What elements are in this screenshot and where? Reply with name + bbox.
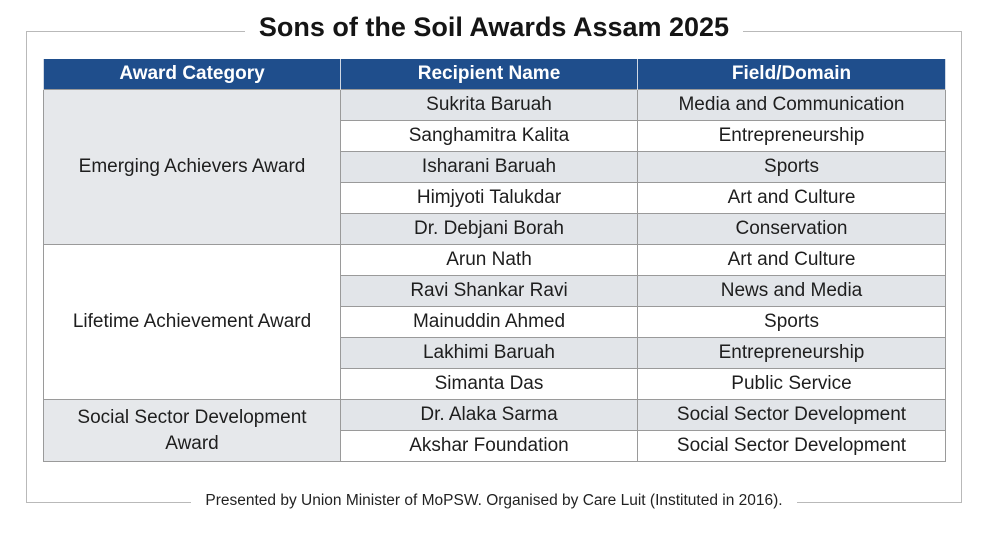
recipient-cell: Dr. Alaka Sarma xyxy=(341,400,638,431)
footer-text: Presented by Union Minister of MoPSW. Organised by Care Luit (Instituted in 2016). xyxy=(191,492,796,509)
table-row xyxy=(44,245,946,276)
field-cell: Entrepreneurship xyxy=(638,121,946,152)
recipient-cell: Arun Nath xyxy=(341,245,638,276)
category-cell: Emerging Achievers Award xyxy=(44,90,341,245)
recipient-cell: Dr. Debjani Borah xyxy=(341,214,638,245)
field-cell: Art and Culture xyxy=(638,245,946,276)
recipient-cell: Sanghamitra Kalita xyxy=(341,121,638,152)
field-cell: Media and Communication xyxy=(638,90,946,121)
field-cell: Social Sector Development xyxy=(638,400,946,431)
header-recipient-name: Recipient Name xyxy=(341,59,638,90)
recipient-cell: Akshar Foundation xyxy=(341,431,638,462)
field-cell: Social Sector Development xyxy=(638,431,946,462)
category-cell: Social Sector Development Award xyxy=(44,400,341,462)
field-cell: Public Service xyxy=(638,369,946,400)
page-title xyxy=(0,12,988,43)
footer-note xyxy=(0,492,988,510)
recipient-cell: Simanta Das xyxy=(341,369,638,400)
awards-table xyxy=(43,59,946,462)
field-cell: News and Media xyxy=(638,276,946,307)
field-cell: Sports xyxy=(638,307,946,338)
recipient-cell: Ravi Shankar Ravi xyxy=(341,276,638,307)
title-text: Sons of the Soil Awards Assam 2025 xyxy=(245,12,743,42)
field-cell: Sports xyxy=(638,152,946,183)
recipient-cell: Himjyoti Talukdar xyxy=(341,183,638,214)
field-cell: Entrepreneurship xyxy=(638,338,946,369)
recipient-cell: Lakhimi Baruah xyxy=(341,338,638,369)
field-cell: Conservation xyxy=(638,214,946,245)
header-award-category: Award Category xyxy=(44,59,341,90)
table-row xyxy=(44,90,946,121)
recipient-cell: Mainuddin Ahmed xyxy=(341,307,638,338)
table-header-row xyxy=(44,59,946,90)
header-field-domain: Field/Domain xyxy=(638,59,946,90)
category-cell: Lifetime Achievement Award xyxy=(44,245,341,400)
recipient-cell: Sukrita Baruah xyxy=(341,90,638,121)
table-row xyxy=(44,400,946,431)
field-cell: Art and Culture xyxy=(638,183,946,214)
recipient-cell: Isharani Baruah xyxy=(341,152,638,183)
